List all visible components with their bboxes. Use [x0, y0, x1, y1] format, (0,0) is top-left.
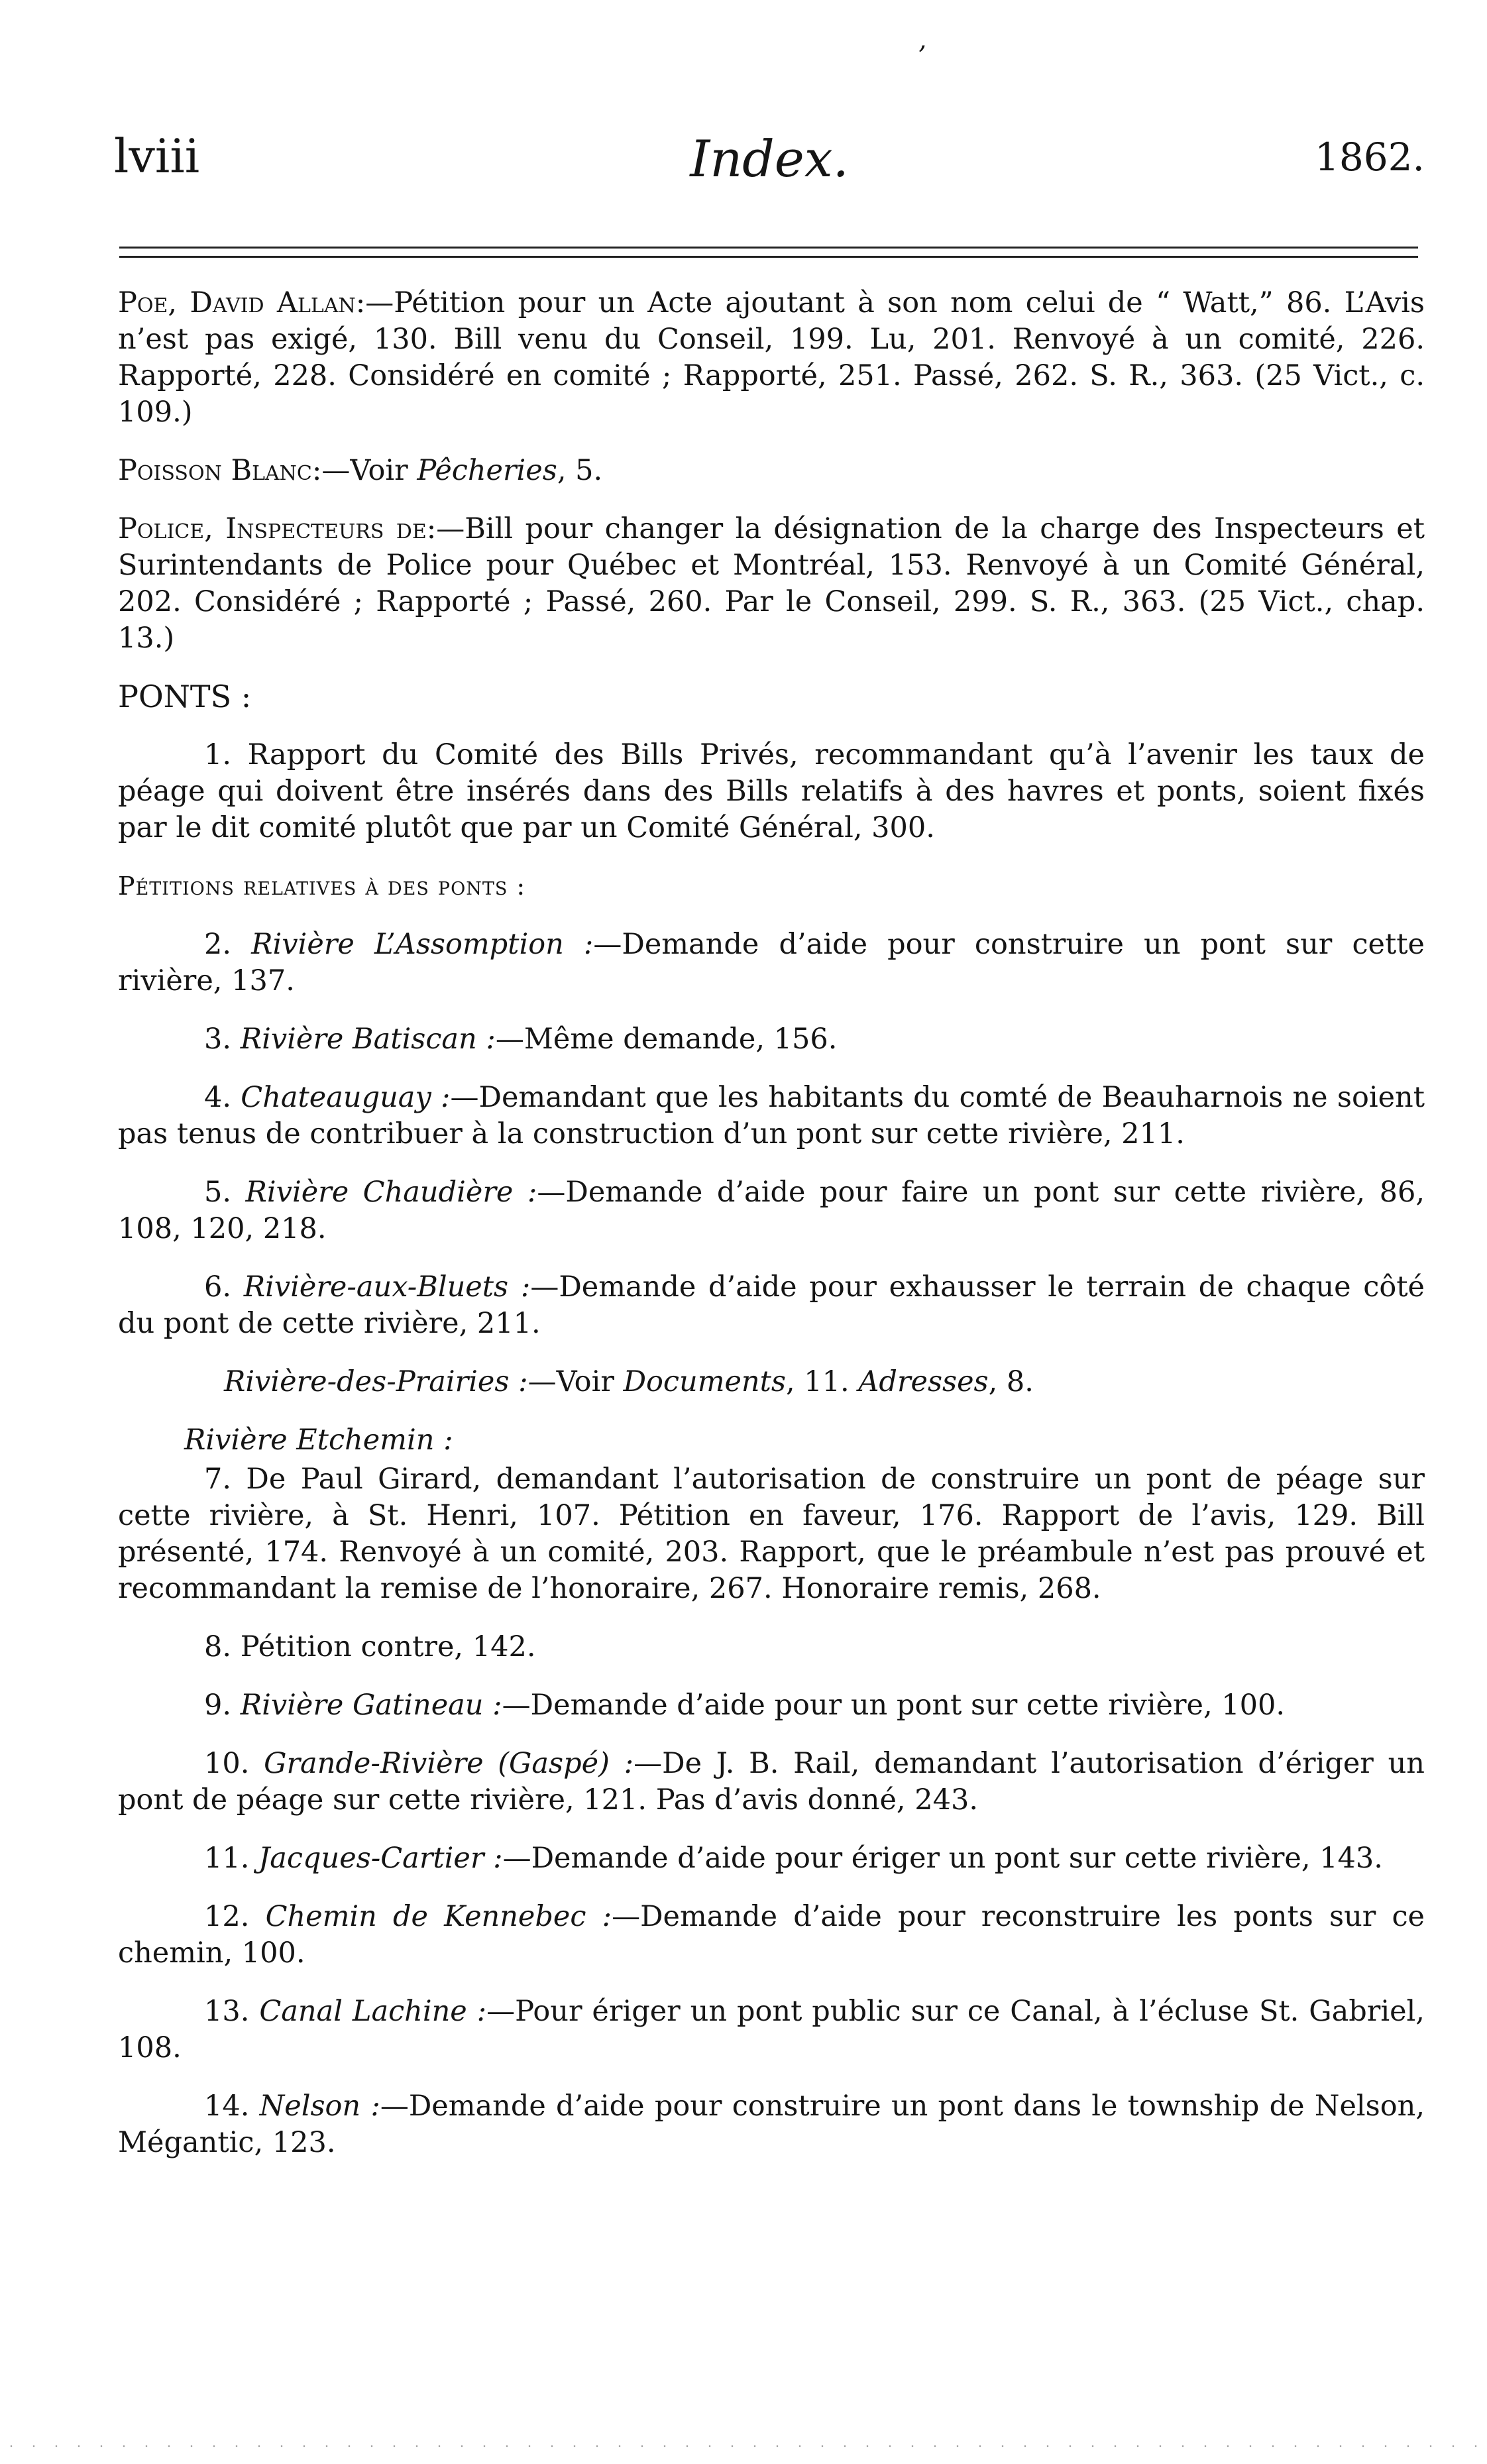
list-item: 7. De Paul Girard, demandant l’autorisation de construire un pont de péage sur cette rivière, à St. Henri, 107. Pétition en faveur, 176. Rapport de l’avis, 129. Bill présenté, 174. Renvoyé à un comité, 203. Rapport, que le préambule n’est pas prouvé et recommandant la remise de l’honoraire, 267. Honoraire remis, 268.: [118, 1463, 1425, 1605]
list-item: 1. Rapport du Comité des Bills Privés, recommandant qu’à l’avenir les taux de péage qui doivent être insérés dans des Bills relatifs à des havres et ponts, soient fixés par le dit comité plutôt que par un Comité Général, 300.: [118, 738, 1425, 844]
item-number: 5.: [204, 1176, 232, 1209]
header-rule-bottom: [119, 256, 1418, 258]
item-title: Rivière L’Assomption :: [251, 928, 594, 961]
list-item: [118, 1687, 1425, 1724]
item-number: 12.: [204, 1900, 250, 1933]
item-text: —Même demande, 156.: [495, 1023, 838, 1056]
item-text: —Demande d’aide pour construire un pont dans le township de Nelson, Mégantic, 123.: [118, 2090, 1425, 2159]
item-text: —De J. B. Rail, demandant l’autorisation d’ériger un pont de péage sur cette rivière, 121. Pas d’avis donné, 243.: [118, 1747, 1425, 1817]
item-text: , 11.: [785, 1365, 859, 1398]
list-item: [118, 1993, 1425, 2066]
cross-reference: Adresses: [858, 1365, 989, 1398]
item-number: 13.: [204, 1995, 250, 2028]
item-text: —Demande d’aide pour reconstruire les ponts sur ce chemin, 100.: [118, 1900, 1425, 1970]
list-item: [118, 1269, 1425, 1342]
list-item: [118, 1021, 1425, 1058]
entry-text: , 5.: [557, 454, 603, 487]
page-title: Index.: [690, 129, 849, 188]
item-title: Canal Lachine :: [259, 1995, 487, 2028]
item-text: —Demande d’aide pour construire un pont sur cette rivière, 137.: [118, 928, 1425, 997]
item-title: Jacques-Cartier :: [258, 1842, 503, 1875]
entry-text: :—Voir: [311, 454, 417, 487]
index-body: [118, 285, 1425, 2183]
item-number: 6.: [204, 1270, 232, 1304]
item-number: 11.: [204, 1842, 250, 1875]
item-text: —Demande d’aide pour un pont sur cette rivière, 100.: [502, 1689, 1286, 1722]
running-header: [114, 129, 1425, 209]
item-title: Nelson :: [259, 2090, 380, 2123]
entry-poe: [118, 285, 1425, 431]
item-title: Rivière-des-Prairies :: [224, 1365, 528, 1398]
subheading-etchemin: Rivière Etchemin :: [184, 1424, 453, 1457]
item-title: Rivière Batiscan :: [240, 1023, 496, 1056]
entry-text: :—Pétition pour un Acte ajoutant à son nom celui de “ Watt,” 86. L’Avis n’est pas exigé, 130. Bill venu du Conseil, 199. Lu, 201. Renvoyé à un comité, 226. Rapporté, 228. Considéré en comité ; Rapporté, 251. Passé, 262. S. R., 363. (25 Vict., c. 109.): [118, 286, 1425, 429]
item-number: 4.: [204, 1081, 232, 1114]
item-text: —Voir: [527, 1365, 624, 1398]
entry-heading: Police, Inspecteurs de: [118, 512, 427, 545]
item-text: —Demandant que les habitants du comté de Beauharnois ne soient pas tenus de contribuer à la construction d’un pont sur cette rivière, 211.: [118, 1081, 1425, 1150]
list-item-prairies: [118, 1364, 1425, 1400]
list-item: [118, 1899, 1425, 1972]
item-text: —Demande d’aide pour ériger un pont sur cette rivière, 143.: [502, 1842, 1383, 1875]
item-number: 3.: [204, 1023, 232, 1056]
item-text: —Demande d’aide pour exhausser le terrain de chaque côté du pont de cette rivière, 211.: [118, 1270, 1425, 1340]
item-title: Rivière Gatineau :: [240, 1689, 502, 1722]
entry-heading: Poe, David Allan: [118, 286, 356, 319]
cross-reference: Pêcheries: [417, 454, 557, 487]
year: 1862.: [1314, 135, 1425, 180]
list-item: [118, 1746, 1425, 1819]
list-item: [118, 1840, 1425, 1877]
item-text: , 8.: [988, 1365, 1034, 1398]
item-text: —Demande d’aide pour faire un pont sur cette rivière, 86, 108, 120, 218.: [118, 1176, 1425, 1245]
scan-noise-border: [0, 2444, 1487, 2448]
item-title: Rivière Chaudière :: [245, 1176, 537, 1209]
item-number: 2.: [204, 928, 232, 961]
item-number: 9.: [204, 1689, 232, 1722]
list-item: [118, 1174, 1425, 1247]
item-text: —Pour ériger un pont public sur ce Canal, à l’écluse St. Gabriel, 108.: [118, 1995, 1425, 2064]
cross-reference: Documents: [623, 1365, 786, 1398]
item-title: Grande-Rivière (Gaspé) :: [264, 1747, 634, 1780]
subheading-petitions: Pétitions relatives à des ponts :: [118, 871, 526, 901]
entry-text: :—Bill pour changer la désignation de la charge des Inspecteurs et Surintendants de Police pour Québec et Montréal, 153. Renvoyé à un Comité Général, 202. Considéré ; Rapporté ; Passé, 260. Par le Conseil, 299. S. R., 363. (25 Vict., chap. 13.): [118, 512, 1425, 655]
page-number: lviii: [114, 129, 200, 184]
section-heading-ponts: PONTS :: [118, 679, 252, 714]
item-number: 14.: [204, 2090, 250, 2123]
list-item: [118, 2088, 1425, 2161]
list-item: [118, 1080, 1425, 1152]
list-item: [118, 926, 1425, 999]
entry-police: [118, 511, 1425, 657]
list-item: 8. Pétition contre, 142.: [204, 1630, 536, 1663]
item-title: Chemin de Kennebec :: [265, 1900, 612, 1933]
header-rule-top: [119, 247, 1418, 249]
item-title: Chateauguay :: [241, 1081, 451, 1114]
entry-heading: Poisson Blanc: [118, 454, 312, 487]
item-title: Rivière-aux-Bluets :: [243, 1270, 531, 1304]
ink-mark: ’: [918, 41, 926, 72]
item-number: 10.: [204, 1747, 250, 1780]
entry-poisson-blanc: [118, 453, 1425, 489]
